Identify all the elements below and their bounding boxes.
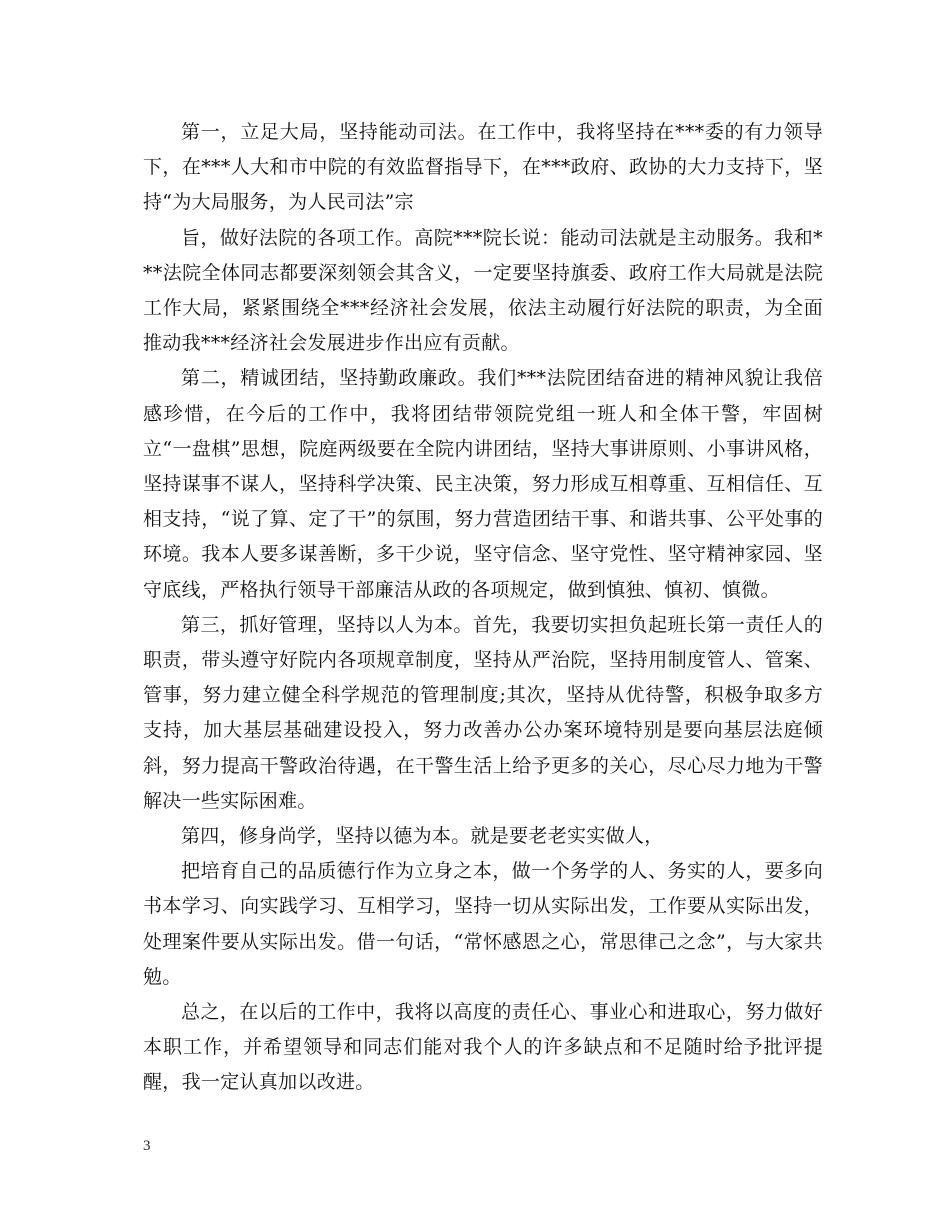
paragraph-2: 旨，做好法院的各项工作。高院***院长说：能动司法就是主动服务。我和***法院全体同志都要深刻领会其含义，一定要坚持旗委、政府工作大局就是法院工作大局，紧紧围绕全***经济社会发展，依法主动履行好法院的职责，为全面推动我***经济社会发展进步作出应有贡献。 — [143, 226, 823, 355]
paragraph-5: 第四，修身尚学，坚持以德为本。就是要老老实实做人， — [181, 825, 664, 848]
paragraph-6: 把培育自己的品质德行作为立身之本，做一个务学的人、务实的人，要多向书本学习、向实践学习、互相学习，坚持一切从实际出发，工作要从实际出发，处理案件要从实际出发。借一句话，“常怀感恩之心，常思律己之念”，与大家共勉。 — [143, 860, 823, 988]
paragraph-4: 第三，抓好管理，坚持以人为本。首先，我要切实担负起班长第一责任人的职责，带头遵守好院内各项规章制度，坚持从严治院，坚持用制度管人、管案、管事，努力建立健全科学规范的管理制度;其次，坚持从优待警，积极争取多方支持，加大基层基础建设投入，努力改善办公办案环境特别是要向基层法庭倾斜，努力提高干警政治待遇，在干警生活上给予更多的关心，尽心尽力地为干警解决一些实际困难。 — [143, 613, 823, 812]
document-body — [143, 115, 823, 1101]
paragraph-1: 第一，立足大局，坚持能动司法。在工作中，我将坚持在***委的有力领导下，在***人大和市中院的有效监督指导下，在***政府、政协的大力支持下，坚持“为大局服务，为人民司法”宗 — [143, 121, 823, 214]
paragraph-7: 总之，在以后的工作中，我将以高度的责任心、事业心和进取心，努力做好本职工作，并希望领导和同志们能对我个人的许多缺点和不足随时给予批评提醒，我一定认真加以改进。 — [143, 1001, 823, 1094]
page-number: 3 — [143, 1138, 151, 1154]
paragraph-3: 第二，精诚团结，坚持勤政廉政。我们***法院团结奋进的精神风貌让我倍感珍惜，在今后的工作中，我将团结带领院党组一班人和全体干警，牢固树立“一盘棋”思想，院庭两级要在全院内讲团结，坚持大事讲原则、小事讲风格，坚持谋事不谋人，坚持科学决策、民主决策，努力形成互相尊重、互相信任、互相支持，“说了算、定了干”的氛围，努力营造团结干事、和谐共事、公平处事的环境。我本人要多谋善断，多干少说，坚守信念、坚守党性、坚守精神家园、坚守底线，严格执行领导干部廉洁从政的各项规定，做到慎独、慎初、慎微。 — [143, 367, 823, 601]
